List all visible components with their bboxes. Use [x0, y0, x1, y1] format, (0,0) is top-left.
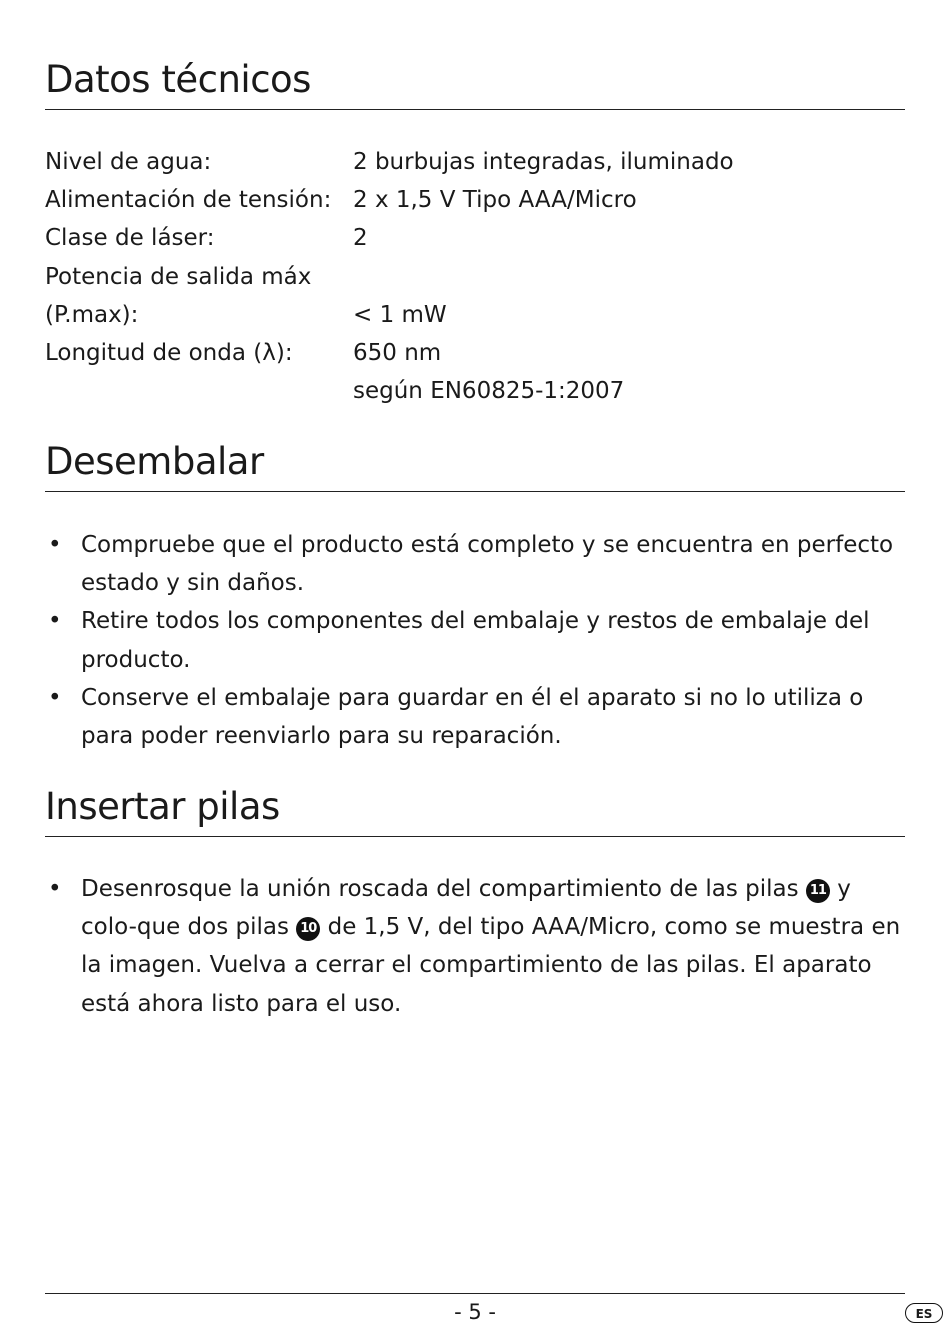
spec-row	[45, 372, 905, 410]
section-unpacking	[45, 440, 905, 492]
page-number: - 5 -	[454, 1300, 496, 1324]
spec-value: 2	[353, 225, 368, 252]
section-title: Insertar pilas	[45, 785, 905, 837]
spec-row	[45, 334, 905, 372]
spec-value	[353, 258, 905, 296]
spec-value: 650 nm	[353, 340, 442, 367]
section-technical-data	[45, 58, 905, 110]
list-item	[45, 679, 905, 755]
section-insert-batteries	[45, 785, 905, 837]
list-item	[45, 870, 905, 1023]
list-item-text: Conserve el embalaje para guardar en él el aparato si no lo utiliza o para poder reenviarlo para su reparación.	[81, 684, 864, 750]
footer-divider	[45, 1293, 905, 1294]
spec-row	[45, 181, 905, 219]
section-title: Datos técnicos	[45, 58, 905, 110]
list-item-text: Compruebe que el producto está completo y se encuentra en perfecto estado y sin daños.	[81, 532, 894, 597]
bullet-icon: •	[48, 876, 62, 902]
spec-label: Nivel de agua:	[45, 149, 212, 175]
reference-number-icon: 10	[296, 917, 320, 941]
spec-label: Clase de láser:	[45, 225, 215, 252]
batteries-list	[45, 870, 905, 1023]
spec-value: 2 burbujas integradas, iluminado	[353, 149, 734, 175]
list-item-text: Desenrosque la unión roscada del compartimiento de las pilas	[81, 876, 799, 902]
list-item	[45, 602, 905, 678]
spec-label	[45, 372, 353, 410]
list-item-text: y colo-que dos pilas	[81, 876, 851, 941]
list-item-text: de 1,5 V, del tipo AAA/Micro, como se muestra en la imagen. Vuelva a cerrar el compartimiento de las pilas. El aparato está ahora listo para el uso.	[81, 914, 901, 1017]
spec-row	[45, 219, 905, 257]
spec-table	[45, 143, 905, 410]
list-item	[45, 526, 905, 602]
spec-value: según EN60825-1:2007	[353, 378, 625, 405]
spec-value: 2 x 1,5 V Tipo AAA/Micro	[353, 187, 637, 214]
section-title: Desembalar	[45, 440, 905, 492]
reference-number-icon: 11	[806, 879, 830, 903]
spec-label: Longitud de onda (λ):	[45, 340, 293, 367]
spec-label: (P.max):	[45, 301, 139, 328]
bullet-icon: •	[48, 608, 62, 635]
list-item-text: Retire todos los componentes del embalaje y restos de embalaje del producto.	[81, 608, 870, 673]
bullet-icon: •	[48, 532, 62, 558]
unpacking-list	[45, 526, 905, 755]
language-badge: ES	[905, 1303, 943, 1323]
spec-row	[45, 143, 905, 181]
spec-label: Alimentación de tensión:	[45, 187, 332, 214]
spec-label: Potencia de salida máx	[45, 263, 312, 290]
bullet-icon: •	[48, 684, 62, 711]
spec-value: < 1 mW	[353, 301, 447, 328]
spec-row	[45, 258, 905, 296]
spec-row	[45, 296, 905, 334]
